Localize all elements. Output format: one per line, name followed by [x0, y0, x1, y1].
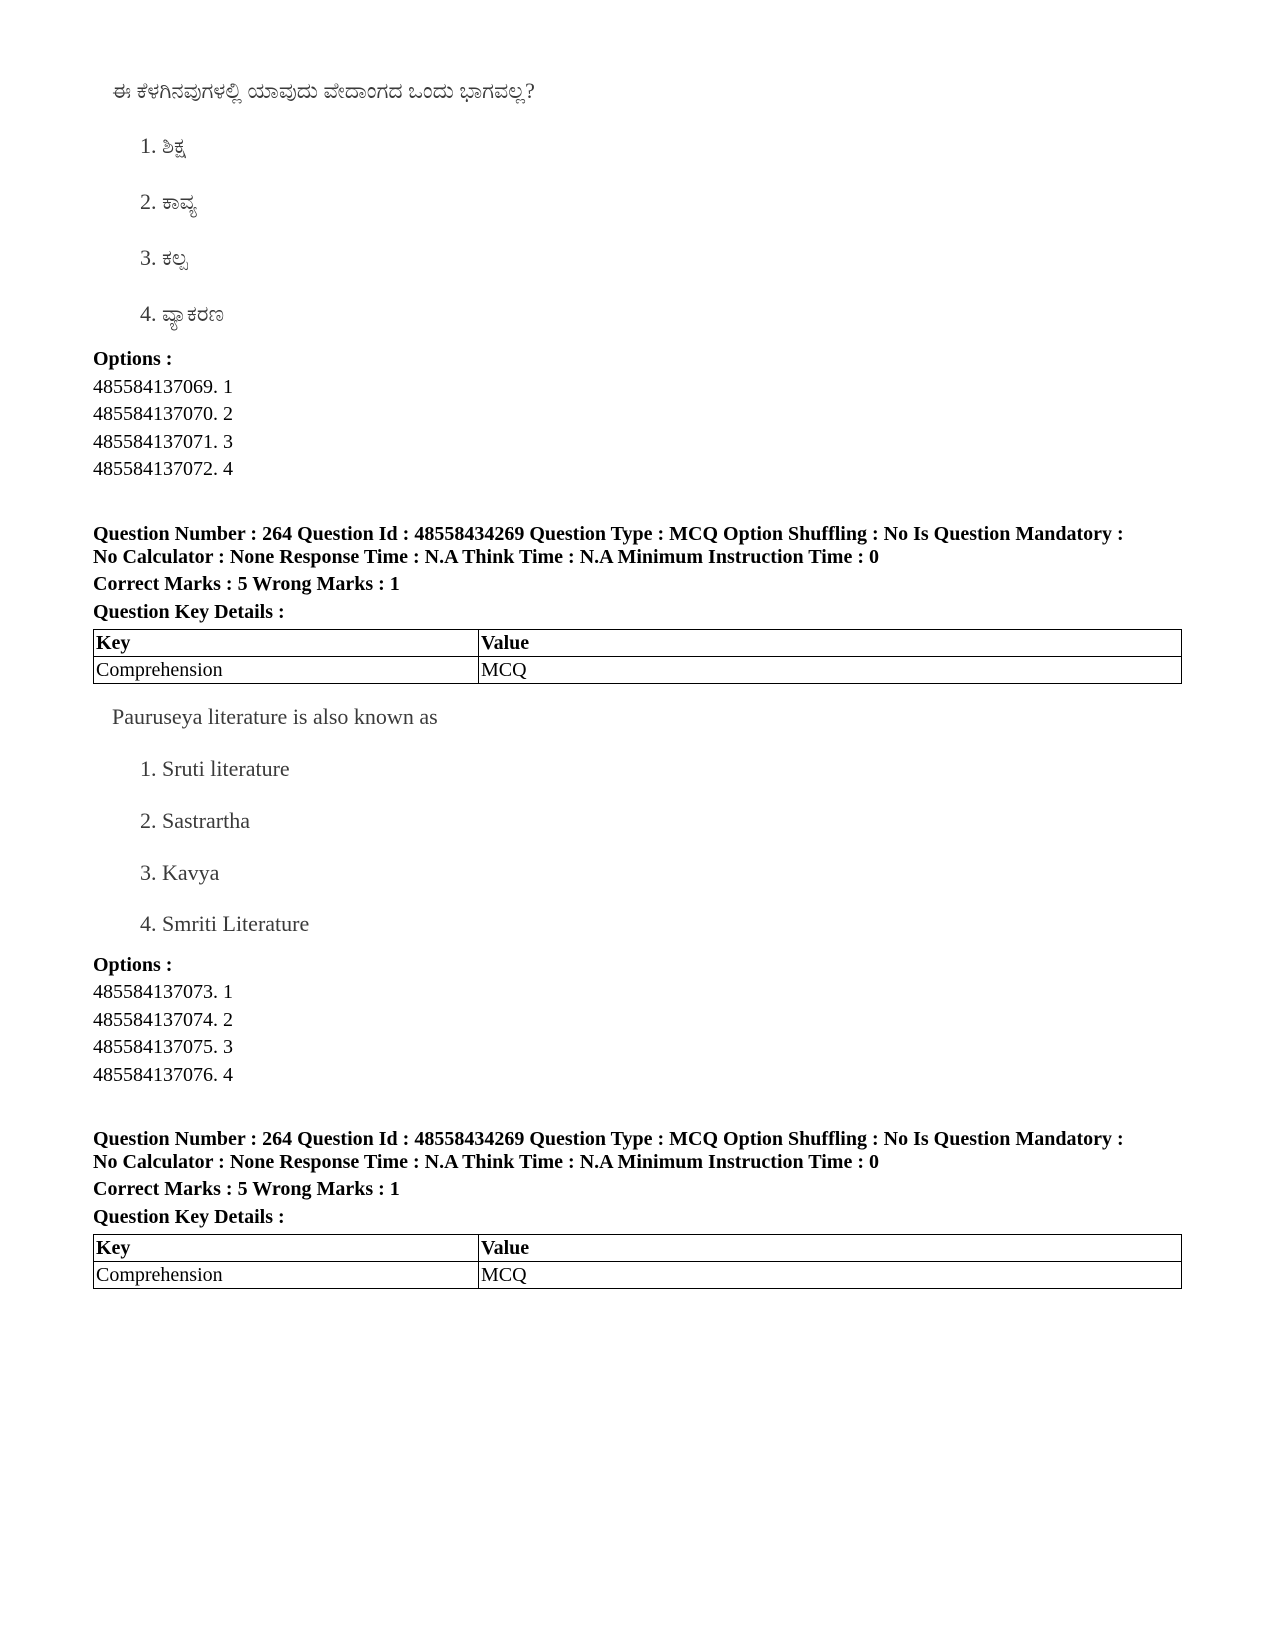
table-row [94, 1262, 1182, 1289]
options-label: Options : [93, 348, 173, 370]
meta-line: Question Number : 264 Question Id : 48558434269 Question Type : MCQ Option Shuffling : No Is Question Mandatory : [93, 523, 1124, 545]
choice-2: 2. ಕಾವ್ಯ [140, 189, 197, 214]
table-header-cell: Value [479, 630, 1182, 657]
choice-3: 3. ಕಲ್ಪ [140, 245, 188, 270]
option-line: 485584137071. 3 [93, 431, 233, 453]
table-cell: MCQ [479, 1262, 1182, 1289]
option-line: 485584137075. 3 [93, 1036, 233, 1058]
choice-4: 4. Smriti Literature [140, 911, 310, 936]
key-details-table [93, 629, 1182, 684]
table-cell: MCQ [479, 657, 1182, 684]
option-line: 485584137069. 1 [93, 376, 233, 398]
question-meta [93, 523, 1193, 569]
option-line: 485584137074. 2 [93, 1009, 233, 1031]
choice-2: 2. Sastrartha [140, 808, 250, 833]
choice-1: 1. ಶಿಕ್ಷ [140, 133, 186, 158]
meta-line: No Calculator : None Response Time : N.A Think Time : N.A Minimum Instruction Time : 0 [93, 546, 879, 568]
key-details-label: Question Key Details : [93, 1206, 285, 1228]
table-header-row [94, 630, 1182, 657]
table-header-cell: Value [479, 1235, 1182, 1262]
table-row [94, 657, 1182, 684]
choice-4: 4. ವ್ಯಾಕರಣ [140, 301, 225, 326]
choice-1: 1. Sruti literature [140, 756, 290, 781]
meta-line: Question Number : 264 Question Id : 48558434269 Question Type : MCQ Option Shuffling : No Is Question Mandatory : [93, 1128, 1124, 1150]
marks-line: Correct Marks : 5 Wrong Marks : 1 [93, 573, 400, 595]
table-cell: Comprehension [94, 1262, 479, 1289]
marks-line: Correct Marks : 5 Wrong Marks : 1 [93, 1178, 400, 1200]
option-line: 485584137073. 1 [93, 981, 233, 1003]
question-text: Pauruseya literature is also known as [112, 704, 438, 729]
question-text: ಈ ಕೆಳಗಿನವುಗಳಲ್ಲಿ ಯಾವುದು ವೇದಾಂಗದ ಒಂದು ಭಾಗವಲ್ಲ? [112, 78, 535, 103]
key-details-label: Question Key Details : [93, 601, 285, 623]
table-header-cell: Key [94, 1235, 479, 1262]
option-line: 485584137076. 4 [93, 1064, 233, 1086]
table-header-row [94, 1235, 1182, 1262]
table-cell: Comprehension [94, 657, 479, 684]
meta-line: No Calculator : None Response Time : N.A Think Time : N.A Minimum Instruction Time : 0 [93, 1151, 879, 1173]
options-label: Options : [93, 954, 173, 976]
option-line: 485584137070. 2 [93, 403, 233, 425]
choice-3: 3. Kavya [140, 860, 220, 885]
table-header-cell: Key [94, 630, 479, 657]
question-meta [93, 1128, 1193, 1174]
key-details-table [93, 1234, 1182, 1289]
option-line: 485584137072. 4 [93, 458, 233, 480]
